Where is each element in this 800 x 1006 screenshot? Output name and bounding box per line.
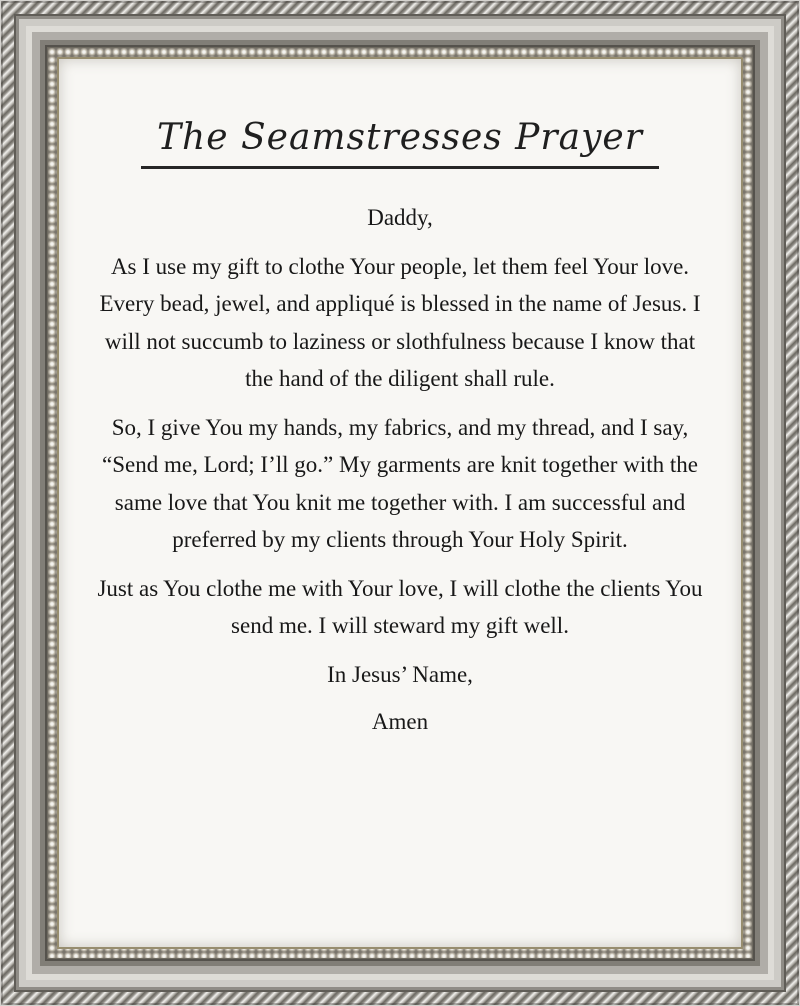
prayer-paragraph-1: As I use my gift to clothe Your people, let them feel Your love. Every bead, jewel, and appliqué is blessed in the name of Jesus. I will not succumb to laziness or slothfulness because I know that the hand of the diligent shall rule. (99, 253, 701, 391)
title-row (97, 117, 703, 169)
prayer-body (97, 199, 703, 741)
frame-silver-band (14, 14, 786, 992)
prayer-title: The Seamstresses Prayer (141, 117, 659, 169)
salutation: Daddy, (367, 205, 433, 230)
prayer-paragraph-3: Just as You clothe me with Your love, I will clothe the clients You send me. I will steward my gift well. (97, 575, 703, 638)
prayer-paragraph-2: So, I give You my hands, my fabrics, and my thread, and I say, “Send me, Lord; I’ll go.” My garments are knit together with the same love that You knit me together with. I am successful and preferred by my clients through Your Holy Spirit. (102, 414, 698, 552)
amen-line: Amen (371, 709, 429, 734)
prayer-document (57, 57, 743, 949)
frame-bead-band (47, 47, 753, 959)
closing-line: In Jesus’ Name, (327, 661, 473, 687)
